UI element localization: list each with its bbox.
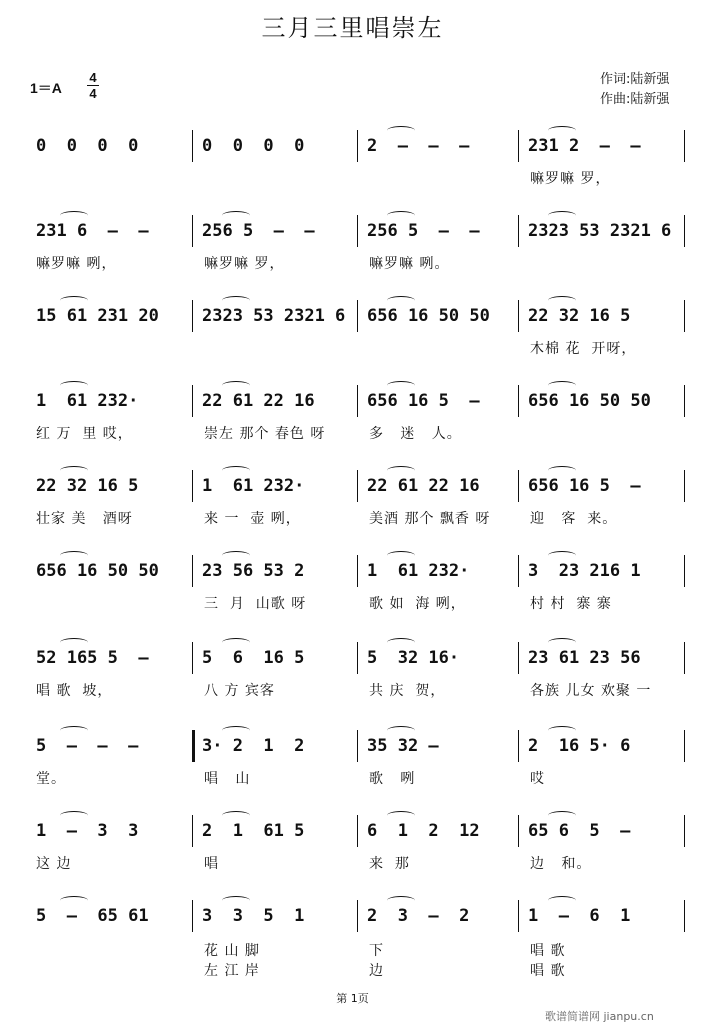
slur-mark bbox=[548, 296, 576, 305]
lyric-text: 唱 山 bbox=[204, 771, 251, 787]
lyric-text: 八 方 宾客 bbox=[204, 683, 275, 699]
lyric-text: 嘛罗嘛 罗， bbox=[204, 256, 285, 272]
score-line bbox=[0, 470, 705, 550]
lyricist-credit: 作词:陆新强 bbox=[600, 72, 670, 87]
barline bbox=[192, 385, 193, 417]
composer-credit: 作曲:陆新强 bbox=[600, 92, 670, 107]
barline bbox=[684, 470, 685, 502]
slur-mark bbox=[548, 126, 576, 135]
slur-mark bbox=[387, 466, 415, 475]
lyric-text: 壮家 美 酒呀 bbox=[36, 511, 133, 527]
barline bbox=[357, 130, 358, 162]
lyric-text: 木棉 花 开呀， bbox=[530, 341, 637, 357]
measure-notes: 2323 53 2321 6 bbox=[202, 306, 346, 326]
lyric-text-verse2: 左 江 岸 bbox=[204, 963, 260, 979]
measure-notes: 15 61 231 20 bbox=[36, 306, 159, 326]
barline bbox=[518, 815, 519, 847]
slur-mark bbox=[222, 638, 250, 647]
measure-notes: 5 – 65 61 bbox=[36, 906, 149, 926]
barline bbox=[192, 730, 195, 762]
measure-notes: 5 – – – bbox=[36, 736, 139, 756]
slur-mark bbox=[548, 211, 576, 220]
barline bbox=[684, 300, 685, 332]
slur-mark bbox=[548, 726, 576, 735]
measure-notes: 0 0 0 0 bbox=[202, 136, 305, 156]
slur-mark bbox=[222, 296, 250, 305]
slur-mark bbox=[548, 638, 576, 647]
lyric-text: 哎 bbox=[530, 771, 545, 787]
barline bbox=[518, 730, 519, 762]
measure-notes: 2 – – – bbox=[367, 136, 470, 156]
slur-mark bbox=[222, 381, 250, 390]
barline bbox=[684, 385, 685, 417]
lyric-text: 唱 歌 坡， bbox=[36, 683, 113, 699]
measure-notes: 656 16 50 50 bbox=[36, 561, 159, 581]
measure-notes: 1 – 6 1 bbox=[528, 906, 631, 926]
measure-notes: 0 0 0 0 bbox=[36, 136, 139, 156]
barline bbox=[192, 815, 193, 847]
barline bbox=[357, 900, 358, 932]
slur-mark bbox=[60, 638, 88, 647]
measure-notes: 5 6 16 5 bbox=[202, 648, 305, 668]
score-line bbox=[0, 130, 705, 210]
measure-notes: 5 32 16· bbox=[367, 648, 460, 668]
measure-notes: 22 32 16 5 bbox=[36, 476, 139, 496]
score-line bbox=[0, 900, 705, 980]
barline bbox=[357, 642, 358, 674]
slur-mark bbox=[387, 726, 415, 735]
score-line bbox=[0, 642, 705, 722]
slur-mark bbox=[222, 811, 250, 820]
measure-notes: 6 1 2 12 bbox=[367, 821, 480, 841]
measure-notes: 22 61 22 16 bbox=[202, 391, 315, 411]
slur-mark bbox=[548, 811, 576, 820]
barline bbox=[518, 300, 519, 332]
slur-mark bbox=[60, 896, 88, 905]
lyric-text: 美酒 那个 飘香 呀 bbox=[369, 511, 491, 527]
measure-notes: 35 32 – bbox=[367, 736, 439, 756]
song-title: 三月三里唱崇左 bbox=[261, 14, 444, 42]
slur-mark bbox=[222, 211, 250, 220]
slur-mark bbox=[548, 551, 576, 560]
slur-mark bbox=[222, 726, 250, 735]
lyric-text: 歌 如 海 咧， bbox=[369, 596, 466, 612]
lyric-text: 花 山 脚 bbox=[204, 943, 260, 959]
slur-mark bbox=[222, 896, 250, 905]
measure-notes: 3 23 216 1 bbox=[528, 561, 641, 581]
measure-notes: 256 5 – – bbox=[367, 221, 480, 241]
barline bbox=[684, 215, 685, 247]
slur-mark bbox=[60, 726, 88, 735]
lyric-text: 唱 bbox=[204, 856, 219, 872]
barline bbox=[518, 470, 519, 502]
barline bbox=[357, 730, 358, 762]
lyric-text-verse2: 边 bbox=[369, 963, 384, 979]
score-line bbox=[0, 300, 705, 380]
barline bbox=[357, 385, 358, 417]
measure-notes: 23 56 53 2 bbox=[202, 561, 305, 581]
lyric-text: 崇左 那个 春色 呀 bbox=[204, 426, 326, 442]
barline bbox=[192, 300, 193, 332]
score-line bbox=[0, 215, 705, 295]
lyric-text: 嘛罗嘛 罗， bbox=[530, 171, 611, 187]
lyric-text: 歌 咧 bbox=[369, 771, 416, 787]
time-signature bbox=[86, 70, 100, 101]
lyric-text-verse2: 唱 歌 bbox=[530, 963, 566, 979]
lyric-text: 这 边 bbox=[36, 856, 72, 872]
slur-mark bbox=[60, 466, 88, 475]
measure-notes: 231 2 – – bbox=[528, 136, 641, 156]
barline bbox=[192, 642, 193, 674]
barline bbox=[357, 300, 358, 332]
barline bbox=[192, 555, 193, 587]
score-line bbox=[0, 730, 705, 810]
lyric-text: 迎 客 来。 bbox=[530, 511, 618, 527]
barline bbox=[518, 130, 519, 162]
barline bbox=[684, 815, 685, 847]
measure-notes: 656 16 5 – bbox=[528, 476, 641, 496]
measure-notes: 1 61 232· bbox=[202, 476, 305, 496]
slur-mark bbox=[60, 811, 88, 820]
slur-mark bbox=[387, 296, 415, 305]
measure-notes: 256 5 – – bbox=[202, 221, 315, 241]
barline bbox=[684, 642, 685, 674]
lyric-text: 唱 歌 bbox=[530, 943, 566, 959]
barline bbox=[357, 215, 358, 247]
score-line bbox=[0, 385, 705, 465]
lyric-text: 下 bbox=[369, 943, 384, 959]
lyric-text: 多 迷 人。 bbox=[369, 426, 462, 442]
measure-notes: 2323 53 2321 6 bbox=[528, 221, 672, 241]
barline bbox=[192, 130, 193, 162]
lyric-text: 边 和。 bbox=[530, 856, 592, 872]
time-signature-bottom: 4 bbox=[89, 86, 97, 101]
measure-notes: 656 16 50 50 bbox=[528, 391, 651, 411]
lyric-text: 各族 儿女 欢聚 一 bbox=[530, 683, 652, 699]
measure-notes: 3· 2 1 2 bbox=[202, 736, 305, 756]
barline bbox=[357, 470, 358, 502]
key-signature: 1＝A bbox=[30, 80, 62, 96]
barline bbox=[357, 815, 358, 847]
slur-mark bbox=[222, 466, 250, 475]
barline bbox=[192, 470, 193, 502]
measure-notes: 1 61 232· bbox=[36, 391, 139, 411]
slur-mark bbox=[387, 811, 415, 820]
measure-notes: 2 1 61 5 bbox=[202, 821, 305, 841]
page-number: 第 1页 bbox=[336, 992, 369, 1005]
lyric-text: 嘛罗嘛 咧。 bbox=[369, 256, 450, 272]
measure-notes: 65 6 5 – bbox=[528, 821, 631, 841]
lyric-text: 来 那 bbox=[369, 856, 410, 872]
barline bbox=[518, 642, 519, 674]
lyric-text: 红 万 里 哎， bbox=[36, 426, 133, 442]
measure-notes: 23 61 23 56 bbox=[528, 648, 641, 668]
lyric-text: 堂。 bbox=[36, 771, 66, 787]
slur-mark bbox=[222, 551, 250, 560]
watermark: 歌谱简谱网 jianpu.cn bbox=[545, 1010, 654, 1023]
lyric-text: 共 庆 贺， bbox=[369, 683, 446, 699]
measure-notes: 1 61 232· bbox=[367, 561, 470, 581]
measure-notes: 2 16 5· 6 bbox=[528, 736, 631, 756]
measure-notes: 2 3 – 2 bbox=[367, 906, 470, 926]
measure-notes: 231 6 – – bbox=[36, 221, 149, 241]
barline bbox=[192, 900, 193, 932]
lyric-text: 来 一 壶 咧， bbox=[204, 511, 301, 527]
slur-mark bbox=[387, 896, 415, 905]
barline bbox=[518, 215, 519, 247]
lyric-text: 嘛罗嘛 咧， bbox=[36, 256, 117, 272]
score-line bbox=[0, 815, 705, 895]
slur-mark bbox=[387, 126, 415, 135]
measure-notes: 656 16 5 – bbox=[367, 391, 480, 411]
lyric-text: 三 月 山歌 呀 bbox=[204, 596, 307, 612]
measure-notes: 3 3 5 1 bbox=[202, 906, 305, 926]
slur-mark bbox=[60, 211, 88, 220]
score-line bbox=[0, 555, 705, 635]
slur-mark bbox=[548, 466, 576, 475]
measure-notes: 22 61 22 16 bbox=[367, 476, 480, 496]
slur-mark bbox=[387, 211, 415, 220]
slur-mark bbox=[387, 381, 415, 390]
barline bbox=[518, 385, 519, 417]
measure-notes: 22 32 16 5 bbox=[528, 306, 631, 326]
slur-mark bbox=[387, 551, 415, 560]
barline bbox=[684, 130, 685, 162]
slur-mark bbox=[60, 381, 88, 390]
slur-mark bbox=[60, 296, 88, 305]
slur-mark bbox=[60, 551, 88, 560]
measure-notes: 1 – 3 3 bbox=[36, 821, 139, 841]
measure-notes: 656 16 50 50 bbox=[367, 306, 490, 326]
barline bbox=[684, 900, 685, 932]
barline bbox=[192, 215, 193, 247]
slur-mark bbox=[387, 638, 415, 647]
measure-notes: 52 165 5 – bbox=[36, 648, 149, 668]
barline bbox=[518, 555, 519, 587]
time-signature-top: 4 bbox=[89, 70, 97, 85]
slur-mark bbox=[548, 381, 576, 390]
barline bbox=[684, 730, 685, 762]
barline bbox=[357, 555, 358, 587]
slur-mark bbox=[548, 896, 576, 905]
barline bbox=[684, 555, 685, 587]
lyric-text: 村 村 寨 寨 bbox=[530, 596, 612, 612]
barline bbox=[518, 900, 519, 932]
